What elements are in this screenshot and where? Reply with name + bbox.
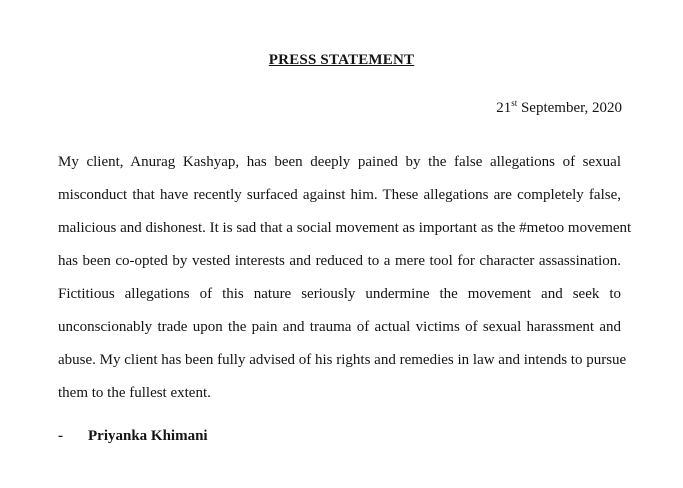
body-line: abuse. My client has been fully advised of his rights and remedies in law and intends to pursue [58, 352, 627, 368]
body-line: malicious and dishonest. It is sad that a social movement as important as the #metoo movement [58, 220, 632, 236]
signature-name: Priyanka Khimani [88, 428, 208, 444]
signature [58, 428, 208, 445]
body-line: unconscionably trade upon the pain and trauma of actual victims of sexual harassment and [58, 319, 621, 335]
date-rest: September, 2020 [517, 100, 622, 116]
signature-dash: - [58, 428, 63, 444]
statement-date [496, 100, 622, 117]
document-title: PRESS STATEMENT [268, 52, 415, 68]
body-line: them to the fullest extent. [58, 385, 211, 401]
date-suffix: st [511, 98, 518, 108]
statement-body [58, 146, 632, 410]
body-line: My client, Anurag Kashyap, has been deeply pained by the false allegations of sexual [58, 154, 621, 170]
body-line: misconduct that have recently surfaced against him. These allegations are completely false, [58, 187, 621, 203]
body-line: Fictitious allegations of this nature seriously undermine the movement and seek to [58, 286, 621, 302]
date-day: 21 [496, 100, 512, 116]
body-line: has been co-opted by vested interests and reduced to a mere tool for character assassination. [58, 253, 621, 269]
